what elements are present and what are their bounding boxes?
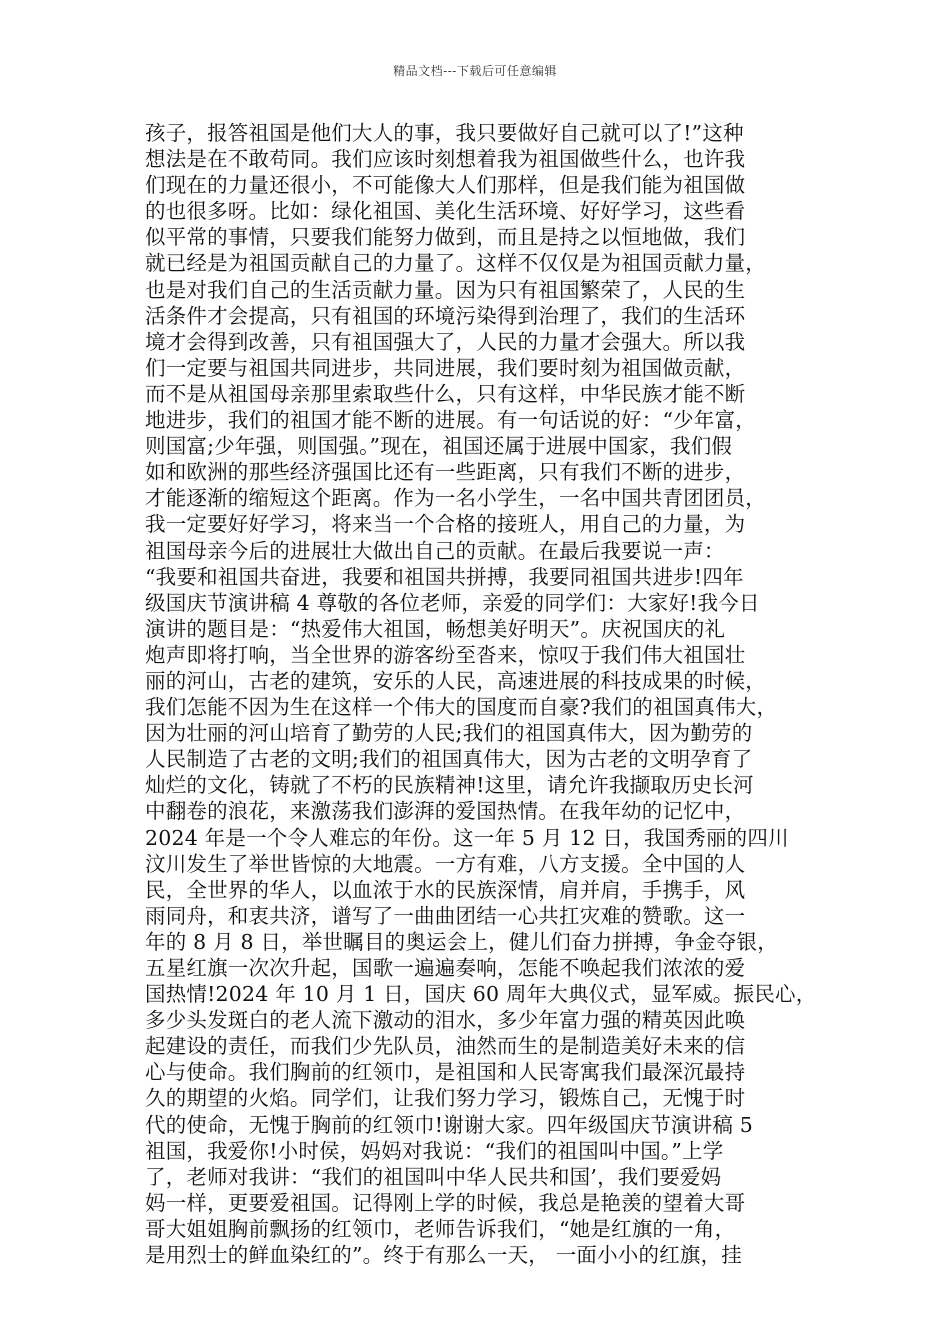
text-line: 中翻卷的浪花，来激荡我们澎湃的爱国热情。在我年幼的记忆中， bbox=[145, 799, 746, 824]
text-line: 也是对我们自己的生活贡献力量。因为只有祖国繁荣了，人民的生 bbox=[145, 277, 746, 302]
text-line: 因为壮丽的河山培育了勤劳的人民;我们的祖国真伟大，因为勤劳的 bbox=[145, 721, 753, 746]
text-line: 们现在的力量还很小，不可能像大人们那样，但是我们能为祖国做 bbox=[145, 173, 746, 198]
text-line: “我要和祖国共奋进，我要和祖国共拼搏，我要同祖国共进步!四年 bbox=[145, 564, 744, 589]
text-line: 久的期望的火焰。同学们，让我们努力学习，锻炼自己，无愧于时 bbox=[145, 1086, 746, 1111]
text-line: 心与使命。我们胸前的红领巾，是祖国和人民寄寓我们最深沉最持 bbox=[145, 1060, 746, 1085]
text-line: 灿烂的文化，铸就了不朽的民族精神!这里，请允许我撷取历史长河 bbox=[145, 773, 754, 798]
text-line: 似平常的事情，只要我们能努力做到，而且是持之以恒地做，我们 bbox=[145, 225, 746, 250]
text-line: 活条件才会提高，只有祖国的环境污染得到治理了，我们的生活环 bbox=[145, 303, 746, 328]
text-line: 国热情!2024 年 10 月 1 日，国庆 60 周年大典仪式，显军威。振民心， bbox=[145, 982, 817, 1007]
text-line: 想法是在不敢苟同。我们应该时刻想着我为祖国做些什么，也许我 bbox=[145, 147, 746, 172]
text-line: 级国庆节演讲稿 4 尊敬的各位老师，亲爱的同学们：大家好!我今日 bbox=[145, 590, 760, 615]
text-line: 民，全世界的华人，以血浓于水的民族深情，肩并肩，手携手，风 bbox=[145, 877, 746, 902]
text-line: 祖国，我爱你!小时侯，妈妈对我说：“我们的祖国叫中国。”上学 bbox=[145, 1138, 724, 1163]
text-line: 们一定要与祖国共同进步，共同进展，我们要时刻为祖国做贡献， bbox=[145, 355, 746, 380]
text-line: 我们怎能不因为生在这样一个伟大的国度而自豪?我们的祖国真伟大， bbox=[145, 695, 778, 720]
text-line: 多少头发斑白的老人流下激动的泪水，多少年富力强的精英因此唤 bbox=[145, 1008, 746, 1033]
text-line: 了，老师对我讲：“我们的祖国叫中华人民共和国’，我们要爱妈 bbox=[145, 1164, 722, 1189]
text-line: 哥大姐姐胸前飘扬的红领巾，老师告诉我们，“她是红旗的一角， bbox=[145, 1216, 736, 1241]
text-line: 五星红旗一次次升起，国歌一遍遍奏响，怎能不唤起我们浓浓的爱 bbox=[145, 956, 746, 980]
text-line: 就已经是为祖国贡献自己的力量了。这样不仅仅是为祖国贡献力量， bbox=[145, 251, 766, 276]
text-line: 汶川发生了举世皆惊的大地震。一方有难，八方支援。全中国的人 bbox=[145, 851, 746, 876]
text-line: 境才会得到改善，只有祖国强大了，人民的力量才会强大。所以我 bbox=[145, 329, 746, 354]
text-line: 我一定要好好学习，将来当一个合格的接班人，用自己的力量，为 bbox=[145, 512, 746, 537]
text-line: 而不是从祖国母亲那里索取些什么，只有这样，中华民族才能不断 bbox=[145, 381, 746, 406]
text-line: 的也很多呀。比如：绿化祖国、美化生活环境、好好学习，这些看 bbox=[145, 199, 746, 224]
text-line: 则国富;少年强，则国强。”现在，祖国还属于进展中国家，我们假 bbox=[145, 434, 733, 459]
page-header: 精品文档---下载后可任意编辑 bbox=[393, 64, 557, 78]
text-line: 是用烈士的鲜血染红的”。终于有那么一天， 一面小小的红旗，挂 bbox=[145, 1243, 742, 1268]
text-line: 代的使命，无愧于胸前的红领巾!谢谢大家。四年级国庆节演讲稿 5 bbox=[145, 1112, 753, 1137]
text-line: 2024 年是一个令人难忘的年份。这一年 5 月 12 日，我国秀丽的四川 bbox=[145, 825, 789, 850]
text-line: 祖国母亲今后的进展壮大做出自己的贡献。在最后我要说一声： bbox=[145, 538, 725, 563]
text-line: 孩子，报答祖国是他们大人的事，我只要做好自己就可以了!”这种 bbox=[145, 121, 744, 145]
text-line: 地进步，我们的祖国才能不断的进展。有一句话说的好：“少年富， bbox=[145, 408, 756, 433]
text-line: 雨同舟，和衷共济，谱写了一曲曲团结一心共扛灾难的赞歌。这一 bbox=[145, 903, 746, 928]
text-line: 妈一样，更要爱祖国。记得刚上学的时候，我总是艳羡的望着大哥 bbox=[145, 1190, 746, 1215]
text-line: 人民制造了古老的文明;我们的祖国真伟大，因为古老的文明孕育了 bbox=[145, 747, 753, 772]
body-text bbox=[145, 120, 817, 1268]
text-line: 才能逐渐的缩短这个距离。作为一名小学生，一名中国共青团团员， bbox=[145, 486, 766, 511]
text-line: 年的 8 月 8 日，举世瞩目的奥运会上，健儿们奋力拼搏，争金夺银， bbox=[145, 929, 778, 954]
text-line: 如和欧洲的那些经济强国比还有一些距离，只有我们不断的进步， bbox=[145, 460, 746, 485]
text-line: 丽的河山，古老的建筑，安乐的人民，高速进展的科技成果的时候， bbox=[145, 668, 766, 693]
text-line: 炮声即将打响，当全世界的游客纷至沓来，惊叹于我们伟大祖国壮 bbox=[145, 642, 746, 667]
text-line: 演讲的题目是：“热爱伟大祖国，畅想美好明天”。庆祝国庆的礼 bbox=[145, 616, 726, 641]
text-line: 起建设的责任，而我们少先队员，油然而生的是制造美好未来的信 bbox=[145, 1034, 746, 1059]
